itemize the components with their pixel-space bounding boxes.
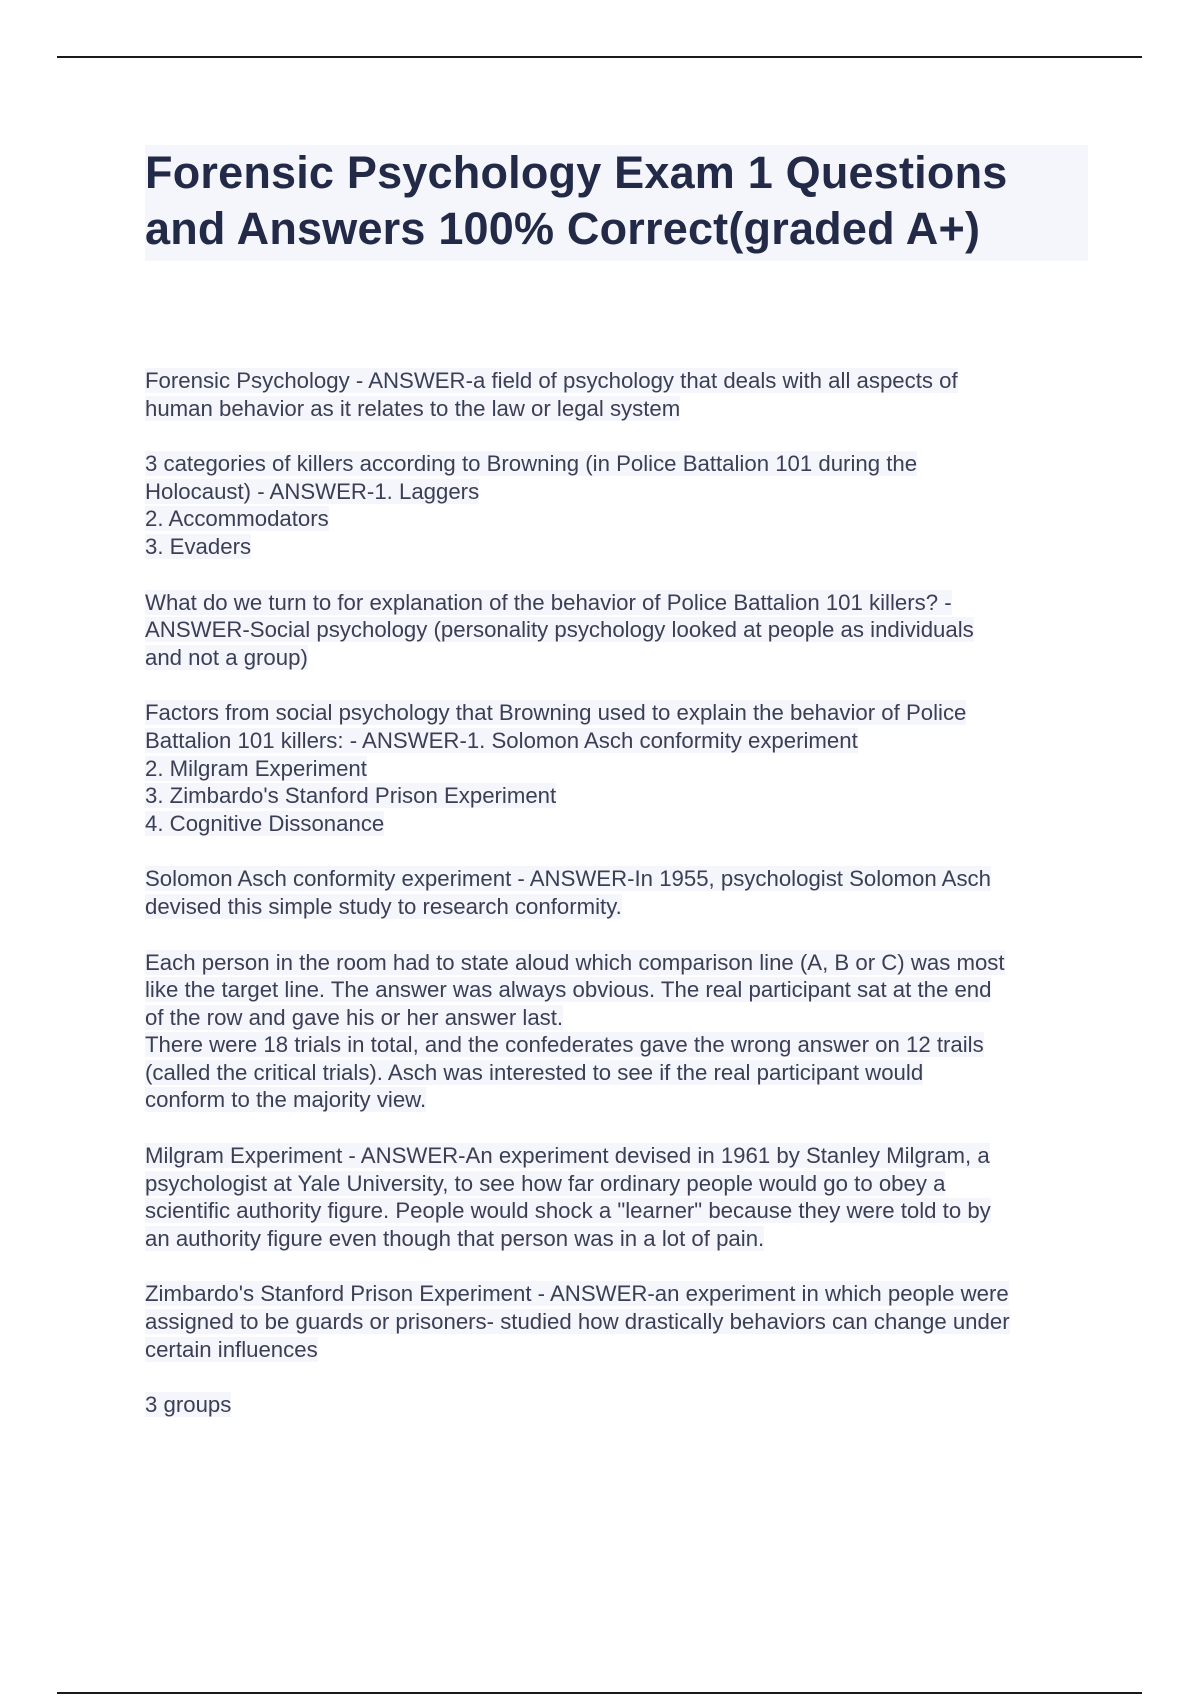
- qa-entry-forensic-psychology: Forensic Psychology - ANSWER-a field of psychology that deals with all aspects of human behavior as it relates to the law or legal system: [145, 368, 958, 421]
- qa-entry-categories-of-killers: 3 categories of killers according to Browning (in Police Battalion 101 during the Holocaust) - ANSWER-1. Laggers 2. Accommodators 3. Evaders: [145, 451, 918, 559]
- qa-entry-three-groups: 3 groups: [145, 1392, 232, 1418]
- page-title: [145, 145, 1088, 257]
- page-title-line-1: Forensic Psychology Exam 1 Questions: [145, 147, 1008, 198]
- top-rule: [57, 56, 1142, 58]
- qa-content: [145, 367, 1095, 1447]
- qa-entry-milgram-experiment: Milgram Experiment - ANSWER-An experiment devised in 1961 by Stanley Milgram, a psychologist at Yale University, to see how far ordinary people would go to obey a scientific authority figure. People would shock a "learner" because they were told to by an authority figure even though that person was in a lot of pain.: [145, 1143, 991, 1251]
- page-title-line-2: and Answers 100% Correct(graded A+): [145, 203, 981, 254]
- qa-entry-explanation-behavior: What do we turn to for explanation of the behavior of Police Battalion 101 killers? - ANSWER-Social psychology (personality psychology looked at people as individuals and not a group): [145, 589, 974, 670]
- qa-entry-social-psychology-factors: Factors from social psychology that Browning used to explain the behavior of Police Battalion 101 killers: - ANSWER-1. Solomon Asch conformity experiment 2. Milgram Experiment 3. Zimbardo's Stanford Prison Experiment 4. Cognitive Dissonance: [145, 700, 967, 836]
- bottom-rule: [57, 1692, 1142, 1694]
- title-block: [145, 145, 1088, 261]
- qa-entry-asch-procedure: Each person in the room had to state aloud which comparison line (A, B or C) was most like the target line. The answer was always obvious. The real participant sat at the end of the row and gave his or her answer last. There were 18 trials in total, and the confederates gave the wrong answer on 12 trails (called the critical trials). Asch was interested to see if the real participant would conform to the majority view.: [145, 949, 1005, 1113]
- qa-entry-asch-experiment: Solomon Asch conformity experiment - ANSWER-In 1955, psychologist Solomon Asch devised this simple study to research conformity.: [145, 866, 991, 919]
- qa-entry-zimbardo-experiment: Zimbardo's Stanford Prison Experiment - ANSWER-an experiment in which people were assigned to be guards or prisoners- studied how drastically behaviors can change under certain influences: [145, 1281, 1010, 1362]
